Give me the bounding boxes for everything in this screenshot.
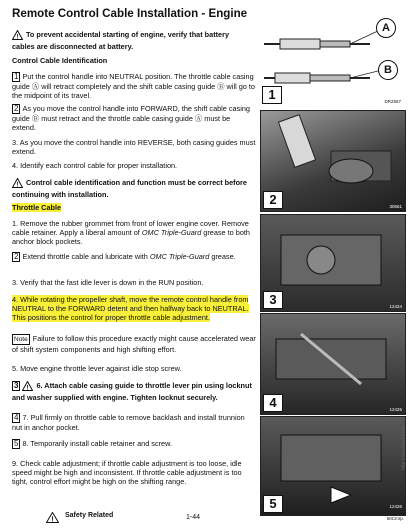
step-id-3: 3. As you move the control handle into REVERSE, both casing guides must extend. — [12, 138, 256, 157]
note-text: Failure to follow this procedure exactly might cause accelerated wear of shift system components and high shifting effort. — [12, 334, 256, 355]
warning-triangle-icon — [12, 178, 23, 190]
callout-b: B — [378, 60, 398, 80]
svg-text:!: ! — [16, 182, 19, 188]
step-id-1 — [12, 72, 256, 100]
step-t-4-text: 4. While rotating the propeller shaft, move the remote control handle from NEUTRAL to the FORWARD detent and then halfway back to NEUTRAL. This positions the control for proper throttle cable adjustment. — [12, 295, 249, 323]
figure-1 — [260, 8, 404, 106]
product-name: OMC Triple-Guard — [141, 228, 202, 238]
figure-label-3: 3 — [263, 291, 283, 309]
step-t-2 — [12, 252, 256, 262]
step-number-4: 4 — [14, 413, 19, 422]
identification-warning-text: Control cable identification and function must be correct before continuing with installation. — [12, 178, 247, 200]
step-t-1-text-a: 1. Remove the rubber grommet from front of lower engine cover. Remove cable retainer. Apply a liberal amount of — [12, 219, 249, 238]
figure-label-4: 4 — [263, 394, 283, 412]
svg-text:!: ! — [16, 34, 19, 40]
step-number-1: 1 — [14, 72, 19, 81]
step-id-4: 4. Identify each control cable for proper installation. — [12, 161, 178, 170]
product-name: OMC Triple-Guard — [149, 252, 210, 261]
figure-code-3: 12424 — [389, 304, 402, 309]
warning-triangle-icon — [46, 512, 59, 525]
step-t-3: 3. Verify that the fast idle lever is down in the RUN position. — [12, 278, 204, 287]
corner-code: 50Cmrp. — [386, 516, 404, 521]
top-warning — [12, 30, 250, 51]
footer-safety — [46, 512, 113, 525]
page-title: Remote Control Cable Installation - Engine — [12, 7, 248, 20]
note-block — [12, 334, 256, 354]
step-t-7-text: 7. Pull firmly on throttle cable to remove backlash and install trunnion nut in anchor pocket. — [12, 413, 245, 432]
note-label: Note — [12, 334, 30, 345]
figure-label-2: 2 — [263, 191, 283, 209]
figure-code-5: 12426 — [389, 504, 402, 509]
svg-text:!: ! — [26, 385, 29, 391]
svg-text:!: ! — [51, 516, 54, 523]
figure-label-1: 1 — [262, 86, 282, 104]
step-number-5: 5 — [14, 439, 19, 448]
step-id-2 — [12, 104, 256, 132]
step-id-2-text: As you move the control handle into FORWARD, the shift cable casing guide Ⓑ must retract and the throttle cable casing guide Ⓐ must be extend. — [12, 104, 250, 133]
step-number-2: 2 — [14, 104, 19, 113]
step-t-8-text: 8. Temporarily install cable retainer and screw. — [22, 439, 172, 448]
step-number-2: 2 — [14, 252, 19, 261]
step-t-7 — [12, 413, 256, 432]
identification-warning — [12, 178, 252, 199]
subhead-throttle-text: Throttle Cable — [12, 203, 62, 212]
step-t-8 — [12, 439, 256, 449]
figure-code-2: 30561 — [389, 204, 402, 209]
figure-3 — [260, 214, 406, 312]
page-number: 1-44 — [186, 514, 201, 521]
step-t-6 — [12, 381, 256, 402]
figure-5 — [260, 416, 406, 516]
figure-4 — [260, 313, 406, 415]
subhead-cable-id: Control Cable Identification — [12, 56, 108, 65]
subhead-throttle — [12, 203, 61, 212]
watermark: http://SeeRoot.Com — [401, 426, 407, 470]
step-t-4 — [12, 295, 256, 323]
figure-label-5: 5 — [263, 495, 283, 513]
callout-a: A — [376, 18, 396, 38]
warning-triangle-icon — [22, 381, 33, 393]
footer-safety-text: Safety Related — [65, 512, 114, 519]
step-t-1 — [12, 219, 256, 247]
warning-triangle-icon — [12, 30, 23, 42]
figure-code-4: 12425 — [389, 407, 402, 412]
step-t-1-text-b: grease to both anchor block pockets. — [12, 228, 250, 247]
step-t-2-text-a: Extend throttle cable and lubricate with — [22, 252, 150, 261]
figure-code-1: DR2567 — [384, 99, 401, 104]
step-t-9: 9. Check cable adjustment; if throttle cable adjustment is too loose, idle speed might be high and inconsistent. If throttle cable adjustment is too tight, control effort might be high on the shifting range. — [12, 459, 242, 487]
top-warning-text: To prevent accidental starting of engine, verify that battery cables are disconnected at battery. — [12, 30, 230, 52]
step-t-2-text-b: grease. — [209, 252, 236, 261]
step-t-6-text: 6. Attach cable casing guide to throttle lever pin using locknut and washer supplied with engine. Tighten locknut securely. — [12, 381, 252, 403]
step-t-5: 5. Move engine throttle lever against idle stop screw. — [12, 364, 182, 373]
step-id-1-text: Put the control handle into NEUTRAL position. The throttle cable casing guide Ⓐ will retract completely and the shift cable casing guide Ⓑ will go to the midpoint of its travel. — [12, 72, 255, 101]
figure-2 — [260, 110, 406, 212]
step-number-3: 3 — [14, 381, 19, 390]
